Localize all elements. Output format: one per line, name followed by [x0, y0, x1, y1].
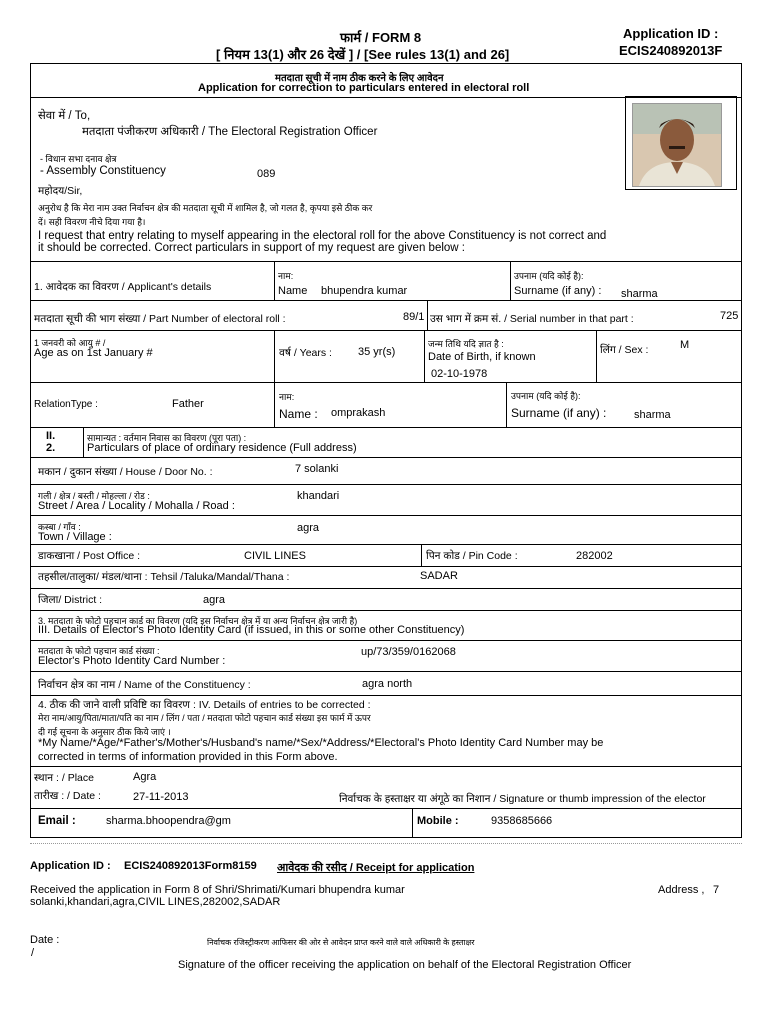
divider: [421, 544, 422, 566]
years-label: वर्ष / Years :: [279, 347, 332, 359]
place-label: स्थान : / Place: [34, 772, 94, 784]
divider: [30, 300, 742, 301]
receipt-slash: /: [31, 947, 35, 959]
divider: [30, 566, 742, 567]
correction-line-3: दी गई सूचना के अनुसार ठीक किये जाएं ।: [38, 727, 171, 737]
residence-english: Particulars of place of ordinary residence (Full address): [87, 442, 357, 454]
section-two-number: 2.: [46, 442, 56, 454]
residence-hindi: सामान्यत : वर्तमान निवास का विवरण (पूरा पता) :: [87, 433, 247, 443]
form-rules: [ नियम 13(1) और 26 देखें ] / [See rules 13(1) and 26]: [216, 47, 510, 62]
divider: [510, 261, 511, 300]
correction-line-1: 4. ठीक की जाने वाली प्रविष्टि का विवरण : IV. Details of entries to be corrected :: [38, 699, 371, 711]
email-label: Email :: [38, 815, 76, 827]
divider: [30, 484, 742, 485]
form-title: फार्म / FORM 8: [340, 30, 422, 45]
house-label: मकान / दुकान संख्या / House / Door No. :: [38, 466, 213, 478]
receipt-received: Received the application in Form 8 of Shri/Shrimati/Kumari bhupendra kumar: [30, 884, 405, 896]
divider: [506, 382, 507, 427]
receipt-app-id-label: Application ID :: [30, 860, 111, 872]
assembly-hindi: - विधान सभा दनाव क्षेत्र: [40, 154, 117, 164]
receipt-address-value: 7: [713, 884, 720, 896]
card-number-hindi: मतदाता के फोटो पहचान कार्ड संख्या :: [38, 646, 160, 656]
district-value: agra: [203, 594, 226, 606]
post-office-value: CIVIL LINES: [244, 550, 306, 562]
age-hindi: 1 जनवरी को आयु # /: [34, 338, 106, 348]
divider: [30, 610, 742, 611]
applicant-name-value: bhupendra kumar: [321, 285, 408, 297]
card-number-english: Elector's Photo Identity Card Number :: [38, 655, 226, 667]
correction-line-2: मेरा नाम/आयु/पिता/माता/पति का नाम / लिंग / पता / मतदाता फोटो पहचान कार्ड संख्या इस फार्म में ऊपर: [38, 713, 371, 723]
assembly-english: - Assembly Constituency: [40, 165, 166, 177]
receipt-officer-english: Signature of the officer receiving the application on behalf of the Electoral Registration Officer: [178, 959, 632, 971]
divider: [274, 330, 275, 382]
serial-number-value: 725: [720, 310, 739, 322]
receipt-officer-hindi: निर्वाचक रजिस्ट्रीकरण आफिसर की ओर से आवेदन प्राप्त करने वाले वाले अधिकारी के हस्ताक्षर: [207, 938, 475, 947]
dob-value: 02-10-1978: [431, 368, 488, 380]
town-value: agra: [297, 522, 320, 534]
divider: [30, 695, 742, 696]
constituency-value: agra north: [362, 678, 413, 690]
application-id-label: Application ID :: [623, 26, 719, 41]
assembly-number: 089: [257, 168, 276, 180]
epic-english: III. Details of Elector's Photo Identity Card (if issued, in this or some other Constituency): [38, 624, 465, 636]
relation-surname-hindi: उपनाम (यदि कोई है):: [511, 391, 581, 401]
divider: [30, 457, 742, 458]
to-label: सेवा में / To,: [38, 110, 91, 122]
receipt-address-line-2: solanki,khandari,agra,CIVIL LINES,282002,SADAR: [30, 896, 281, 908]
relation-type-label: RelationType :: [34, 399, 98, 410]
receipt-date-label: Date :: [30, 934, 60, 946]
applicant-name-hindi: नाम:: [278, 271, 294, 281]
relation-surname-label: Surname (if any) :: [511, 406, 607, 420]
tehsil-value: SADAR: [420, 570, 458, 582]
relation-name-label: Name :: [279, 407, 318, 421]
relation-type-value: Father: [172, 398, 204, 410]
heading-hindi: मतदाता सूची में नाम ठीक करने के लिए आवेदन: [275, 73, 444, 84]
divider: [30, 808, 742, 809]
card-number-value: up/73/359/0162068: [361, 646, 456, 658]
divider: [30, 427, 742, 428]
divider: [83, 427, 84, 457]
constituency-label: निर्वाचन क्षेत्र का नाम / Name of the Constituency :: [38, 679, 251, 691]
sir-label: महोदय/Sir,: [38, 185, 83, 197]
sex-value: M: [680, 339, 690, 351]
request-english-2: it should be corrected. Correct particulars in support of my request are given below :: [38, 242, 465, 254]
sex-label: लिंग / Sex :: [600, 344, 649, 356]
applicant-surname-hindi: उपनाम (यदि कोई है):: [514, 271, 584, 281]
divider: [30, 515, 742, 516]
divider: [30, 261, 742, 262]
section-two-roman: II.: [46, 430, 56, 442]
divider: [412, 808, 413, 838]
signature-label: निर्वाचक के हस्ताक्षर या अंगूठे का निशान / Signature or thumb impression of the elector: [339, 793, 706, 805]
receipt-app-id-value: ECIS240892013Form8159: [124, 860, 257, 872]
divider: [274, 382, 275, 427]
epic-hindi: 3. मतदाता के फोटो पहचान कार्ड का विवरण (यदि इस निर्वाचन क्षेत्र में या अन्य निर्वाचन क्षेत्र जारी है): [38, 616, 358, 626]
mobile-label: Mobile :: [417, 815, 459, 827]
post-office-label: डाकखाना / Post Office :: [38, 550, 141, 562]
applicant-photo: [632, 103, 722, 187]
divider: [274, 261, 275, 300]
street-value: khandari: [297, 490, 340, 502]
correction-line-5: corrected in terms of information provided in this Form above.: [38, 751, 338, 763]
relation-surname-value: sharma: [634, 409, 671, 421]
pin-code-label: पिन कोड / Pin Code :: [426, 550, 518, 562]
divider: [30, 766, 742, 767]
divider: [30, 544, 742, 545]
part-number-value: 89/1: [403, 311, 425, 323]
street-english: Street / Area / Locality / Mohalla / Road :: [38, 500, 235, 512]
receipt-title: आवेदक की रसीद / Receipt for application: [277, 862, 475, 874]
street-hindi: गली / क्षेत्र / बस्ती / मोहल्ला / रोड :: [38, 491, 150, 501]
applicant-surname-label: Surname (if any) :: [514, 285, 602, 297]
divider: [596, 330, 597, 382]
relation-name-value: omprakash: [331, 407, 386, 419]
correction-line-4: *My Name/*Age/*Father's/Mother's/Husband's name/*Sex/*Address/*Electoral's Photo Identity Card Number may be: [38, 737, 604, 749]
years-value: 35 yr(s): [358, 346, 396, 358]
heading-english: Application for correction to particulars entered in electoral roll: [198, 82, 530, 94]
tehsil-label: तहसील/तालुका/ मंडल/थाना : Tehsil /Taluka/Mandal/Thana :: [38, 571, 290, 583]
divider: [30, 330, 742, 331]
divider: [30, 671, 742, 672]
part-number-label: मतदाता सूची की भाग संख्या / Part Number of electoral roll :: [34, 313, 286, 325]
dob-hindi: जन्म तिथि यदि ज्ञात है :: [428, 339, 504, 349]
pin-code-value: 282002: [576, 550, 613, 562]
district-label: जिला/ District :: [38, 594, 103, 606]
request-english-1: I request that entry relating to myself appearing in the electoral roll for the above Constituency is not correct and: [38, 230, 607, 242]
applicant-name-label: Name: [278, 285, 308, 297]
house-value: 7 solanki: [295, 463, 339, 475]
town-english: Town / Village :: [38, 531, 112, 543]
request-hindi-2: दें। सही विवरण नीचे दिया गया है।: [38, 217, 146, 227]
divider: [427, 300, 428, 330]
divider: [30, 588, 742, 589]
request-hindi-1: अनुरोध है कि मेरा नाम उक्त निर्वाचन क्षेत्र की मतदाता सूची में शामिल है, जो गलत है, कृपया इसे ठीक कर: [38, 203, 373, 213]
cut-line: [30, 843, 742, 844]
application-id-value: ECIS240892013F: [619, 43, 723, 58]
date-label: तारीख : / Date :: [34, 790, 101, 802]
divider: [424, 330, 425, 382]
applicant-details-label: 1. आवेदक का विवरण / Applicant's details: [34, 281, 212, 293]
officer-label: मतदाता पंजीकरण अधिकारी / The Electoral Registration Officer: [82, 126, 378, 138]
divider: [30, 640, 742, 641]
dob-english: Date of Birth, if known: [428, 351, 536, 363]
relation-name-hindi: नाम:: [279, 392, 295, 402]
email-value: sharma.bhoopendra@gm: [106, 815, 231, 827]
age-english: Age as on 1st January #: [34, 347, 153, 359]
town-hindi: कस्बा / गाँव :: [38, 522, 81, 532]
serial-number-label: उस भाग में क्रम सं. / Serial number in that part :: [430, 313, 634, 325]
date-value: 27-11-2013: [133, 791, 189, 803]
place-value: Agra: [133, 771, 157, 783]
applicant-surname-value: sharma: [621, 288, 658, 300]
divider: [30, 382, 742, 383]
mobile-value: 9358685666: [491, 815, 553, 827]
receipt-address-label: Address ,: [658, 884, 705, 896]
